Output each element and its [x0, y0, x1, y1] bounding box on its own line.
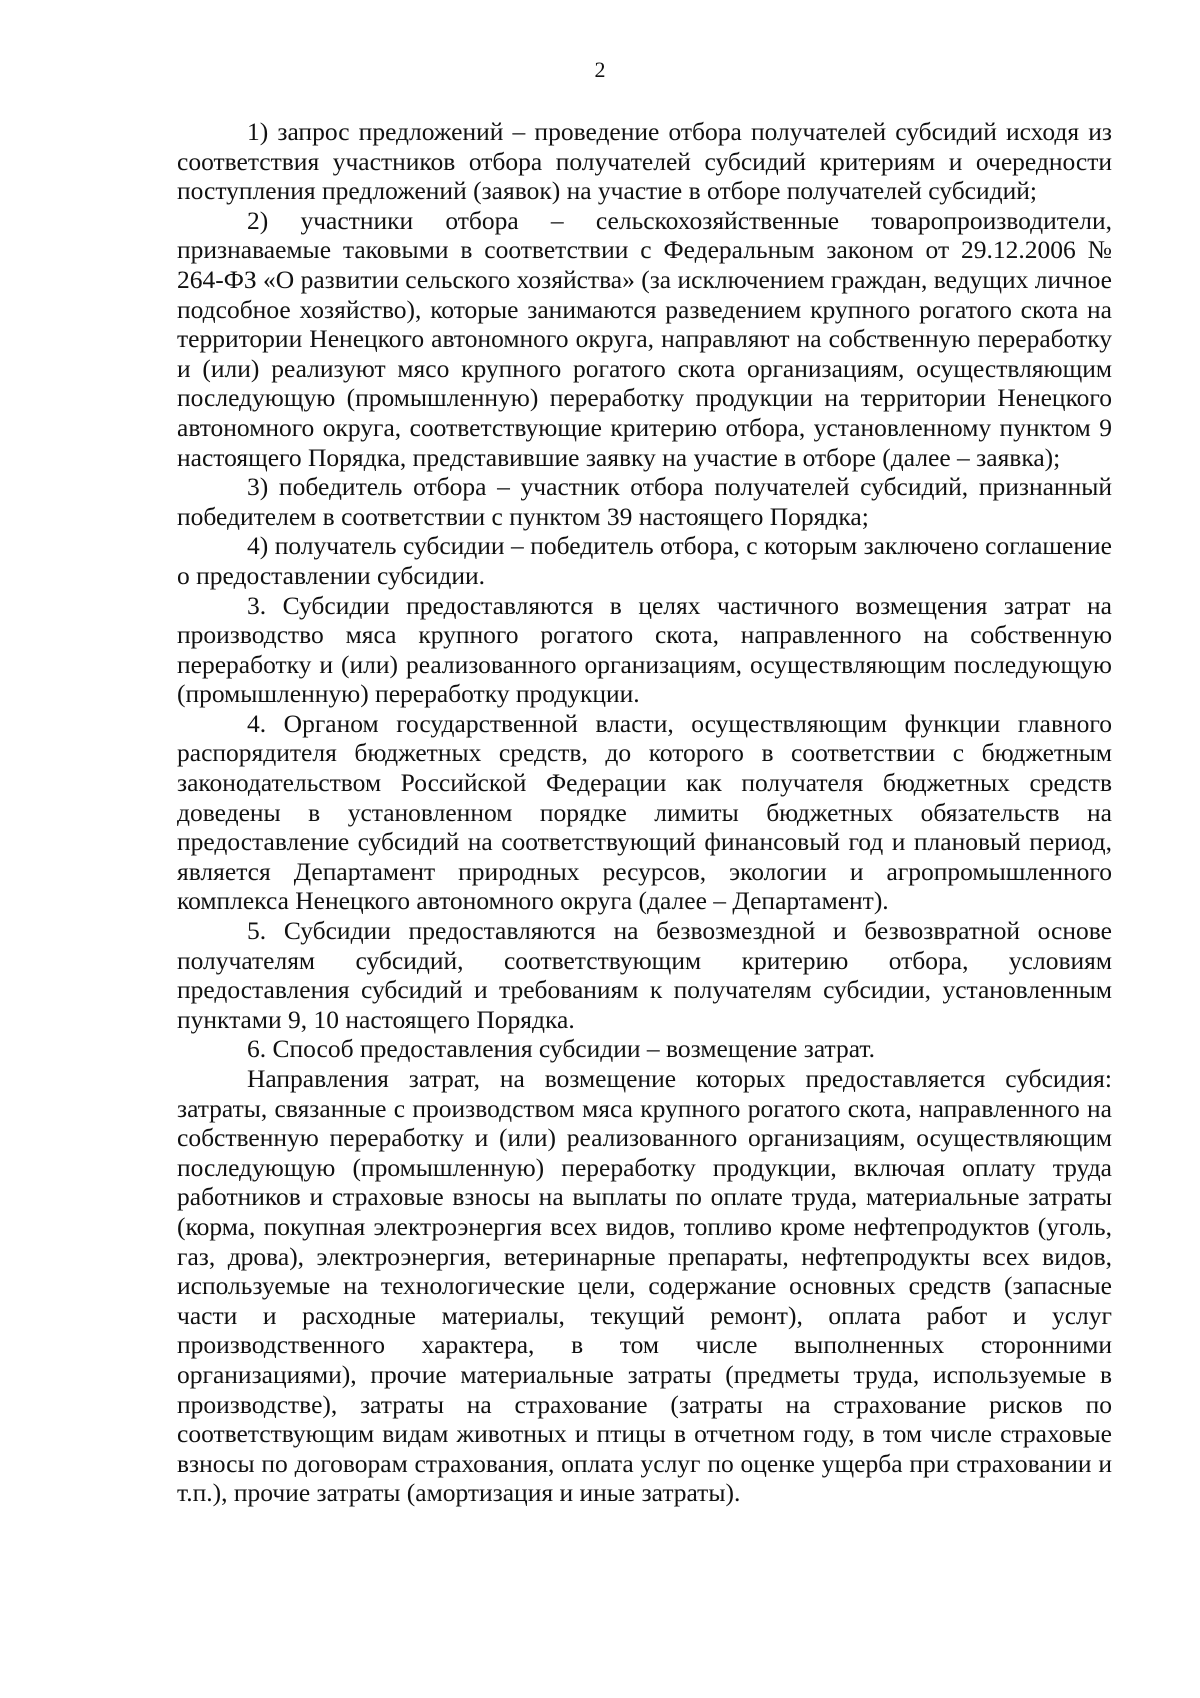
paragraph-definition-2: 2) участники отбора – сельскохозяйственные товаропроизводители, признаваемые таковыми в соответствии с Федеральным законом от 29.12.2006 № 264-ФЗ «О развитии сельского хозяйства» (за исключением граждан, ведущих личное подсобное хозяйство), которые занимаются разведением крупного рогатого скота на территории Ненецкого автономного округа, направляют на собственную переработку и (или) реализуют мясо крупного рогатого скота организациям, осуществляющим последующую (промышленную) переработку продукции на территории Ненецкого автономного округа, соответствующие критерию отбора, установленному пунктом 9 настоящего Порядка, представившие заявку на участие в отборе (далее – заявка); [177, 205, 1112, 472]
paragraph-item-5: 5. Субсидии предоставляются на безвозмездной и безвозвратной основе получателям субсидий, соответствующим критерию отбора, условиям предоставления субсидий и требованиям к получателям субсидии, установленным пунктами 9, 10 настоящего Порядка. [177, 916, 1112, 1034]
paragraph-item-3: 3. Субсидии предоставляются в целях частичного возмещения затрат на производство мяса крупного рогатого скота, направленного на собственную переработку и (или) реализованного организациям, осуществляющим последующую (промышленную) переработку продукции. [177, 590, 1112, 709]
paragraph-definition-4: 4) получатель субсидии – победитель отбора, с которым заключено соглашение о предоставлении субсидии. [177, 531, 1112, 590]
paragraph-cost-directions: Направления затрат, на возмещение которых предоставляется субсидия: затраты, связанные с производством мяса крупного рогатого скота, направленного на собственную переработку и (или) реализованного организациям, осуществляющим последующую (промышленную) переработку продукции, включая оплату труда работников и страховые взносы на выплаты по оплате труда, материальные затраты (корма, покупная электроэнергия всех видов, топливо кроме нефтепродуктов (уголь, газ, дрова), электроэнергия, ветеринарные препараты, нефтепродукты всех видов, используемые на технологические цели, содержание основных средств (запасные части и расходные материалы, текущий ремонт), оплата работ и услуг производственного характера, в том числе выполненных сторонними организациями), прочие материальные затраты (предметы труда, используемые в производстве), затраты на страхование (затраты на страхование рисков по соответствующим видам животных и птицы в отчетном году, в том числе страховые взносы по договорам страхования, оплата услуг по оценке ущерба при страховании и т.п.), прочие затраты (амортизация и иные затраты). [177, 1064, 1112, 1508]
paragraph-item-6: 6. Способ предоставления субсидии – возмещение затрат. [247, 1034, 875, 1064]
document-body [177, 117, 1112, 1508]
paragraph-item-4: 4. Органом государственной власти, осуществляющим функции главного распорядителя бюджетных средств, до которого в соответствии с бюджетным законодательством Российской Федерации как получателя бюджетных средств доведены в установленном порядке лимиты бюджетных обязательств на предоставление субсидий на соответствующий финансовый год и плановый период, является Департамент природных ресурсов, экологии и агропромышленного комплекса Ненецкого автономного округа (далее – Департамент). [177, 708, 1112, 916]
paragraph-definition-1: 1) запрос предложений – проведение отбора получателей субсидий исходя из соответствия участников отбора получателей субсидий критериям и очередности поступления предложений (заявок) на участие в отборе получателей субсидий; [177, 117, 1112, 206]
page-number: 2 [594, 57, 606, 82]
paragraph-definition-3: 3) победитель отбора – участник отбора получателей субсидий, признанный победителем в соответствии с пунктом 39 настоящего Порядка; [177, 472, 1112, 531]
